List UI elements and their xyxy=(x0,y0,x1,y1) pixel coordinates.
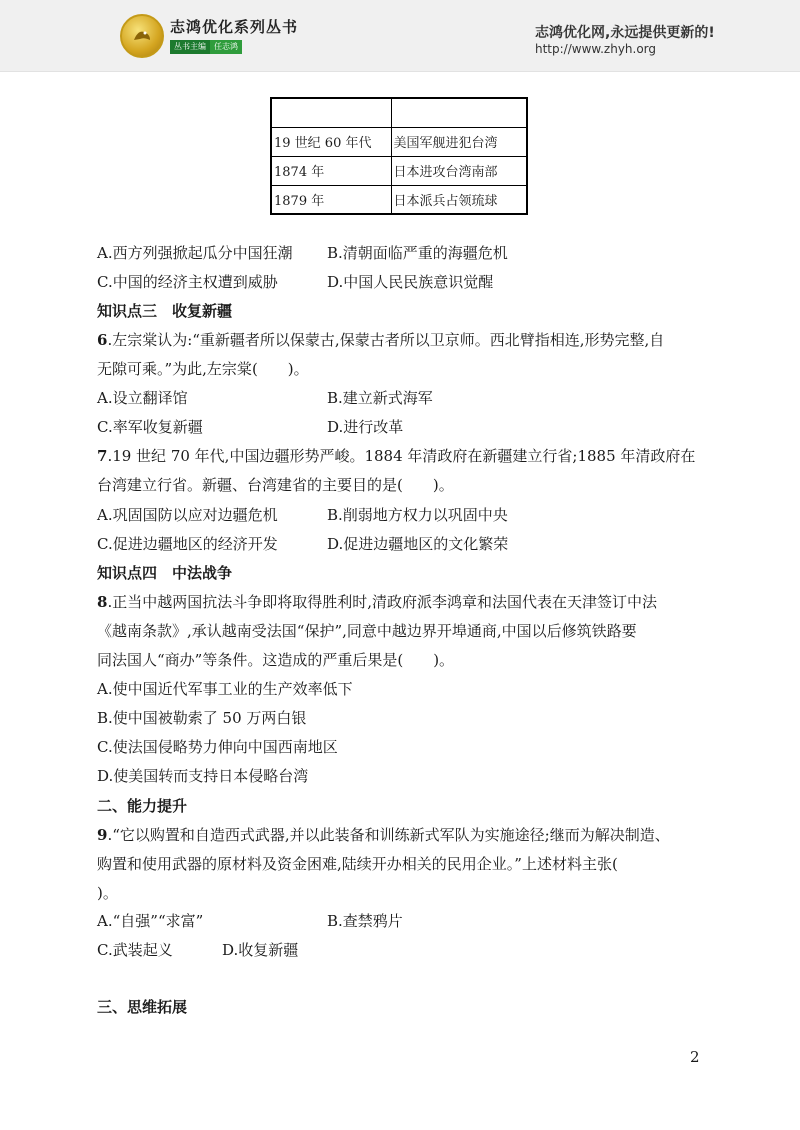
q5-option-d: D.中国人民民族意识觉醒 xyxy=(327,273,494,291)
table-cell: 19 世纪 60 年代 xyxy=(271,127,391,156)
q8-stem-line3: 同法国人“商办”等条件。这造成的严重后果是( )。 xyxy=(97,651,455,669)
q6-stem-line1 xyxy=(97,330,664,350)
editor-name: 任志鸿 xyxy=(210,40,242,54)
q9-number: 9 xyxy=(97,826,108,844)
q9-option-d: D.收复新疆 xyxy=(222,941,299,959)
q6-number: 6 xyxy=(97,331,108,349)
q8-option-d: D.使美国转而支持日本侵略台湾 xyxy=(97,767,309,785)
events-table xyxy=(270,97,528,215)
q6-text: .左宗棠认为:“重新疆者所以保蒙古,保蒙古者所以卫京师。西北臂指相连,形势完整,自 xyxy=(107,331,665,349)
q5-option-c: C.中国的经济主权遭到威胁 xyxy=(97,273,278,291)
q8-stem-line2: 《越南条款》,承认越南受法国“保护”,同意中越边界开埠通商,中国以后修筑铁路要 xyxy=(97,622,637,640)
q8-text: .正当中越两国抗法斗争即将取得胜利时,清政府派李鸿章和法国代表在天津签订中法 xyxy=(107,593,657,611)
q9-option-a: A.“自强”“求富” xyxy=(97,912,204,930)
q8-option-c: C.使法国侵略势力伸向中国西南地区 xyxy=(97,738,338,756)
table-row xyxy=(271,185,527,214)
table-cell: 美国军舰进犯台湾 xyxy=(391,127,527,156)
header-slogan: 志鸿优化网,永远提供更新的! xyxy=(535,25,715,41)
part-heading-3: 三、思维拓展 xyxy=(97,998,188,1016)
editor-label: 丛书主编 xyxy=(170,40,210,54)
table-cell xyxy=(391,98,527,127)
q7-stem-line2: 台湾建立行省。新疆、台湾建省的主要目的是( )。 xyxy=(97,476,454,494)
q8-option-a: A.使中国近代军事工业的生产效率低下 xyxy=(97,680,353,698)
q8-number: 8 xyxy=(97,593,108,611)
q7-option-a: A.巩固国防以应对边疆危机 xyxy=(97,506,278,524)
q7-option-d: D.促进边疆地区的文化繁荣 xyxy=(327,535,509,553)
table-cell: 1874 年 xyxy=(271,156,391,185)
q7-number: 7 xyxy=(97,447,108,465)
q5-option-b: B.清朝面临严重的海疆危机 xyxy=(327,244,508,262)
header-url[interactable]: http://www.zhyh.org xyxy=(535,42,657,56)
table-row xyxy=(271,156,527,185)
table-cell: 日本进攻台湾南部 xyxy=(391,156,527,185)
q9-stem-line2: 购置和使用武器的原材料及资金困难,陆续开办相关的民用企业。”上述材料主张( xyxy=(97,855,618,873)
section-heading-4: 知识点四 中法战争 xyxy=(97,564,233,582)
section-heading-3: 知识点三 收复新疆 xyxy=(97,302,233,320)
q6-option-a: A.设立翻译馆 xyxy=(97,389,188,407)
q6-option-b: B.建立新式海军 xyxy=(327,389,433,407)
q7-stem-line1 xyxy=(97,446,695,466)
q5-option-a: A.西方列强掀起瓜分中国狂潮 xyxy=(97,244,293,262)
series-title: 志鸿优化系列丛书 xyxy=(170,18,299,36)
q9-text: .“它以购置和自造西式武器,并以此装备和训练新式军队为实施途径;继而为解决制造、 xyxy=(107,826,670,844)
part-heading-2: 二、能力提升 xyxy=(97,797,188,815)
table-row xyxy=(271,127,527,156)
q7-option-b: B.削弱地方权力以巩固中央 xyxy=(327,506,508,524)
page-header xyxy=(0,0,800,72)
q6-stem-line2: 无隙可乘。”为此,左宗棠( )。 xyxy=(97,360,309,378)
table-cell: 日本派兵占领琉球 xyxy=(391,185,527,214)
q6-option-d: D.进行改革 xyxy=(327,418,404,436)
table-row xyxy=(271,98,527,127)
q7-text: .19 世纪 70 年代,中国边疆形势严峻。1884 年清政府在新疆建立行省;1885 年清政府在 xyxy=(107,447,696,465)
emblem-logo-icon xyxy=(120,14,164,58)
q6-option-c: C.率军收复新疆 xyxy=(97,418,203,436)
editor-badge xyxy=(170,40,242,54)
q9-stem-line3: )。 xyxy=(97,884,118,902)
table-cell xyxy=(271,98,391,127)
q9-option-c: C.武装起义 xyxy=(97,941,173,959)
q8-stem-line1 xyxy=(97,592,657,612)
table-cell: 1879 年 xyxy=(271,185,391,214)
q8-option-b: B.使中国被勒索了 50 万两白银 xyxy=(97,709,307,727)
q9-option-b: B.查禁鸦片 xyxy=(327,912,403,930)
page-number: 2 xyxy=(690,1048,700,1066)
q9-stem-line1 xyxy=(97,825,670,845)
q7-option-c: C.促进边疆地区的经济开发 xyxy=(97,535,278,553)
